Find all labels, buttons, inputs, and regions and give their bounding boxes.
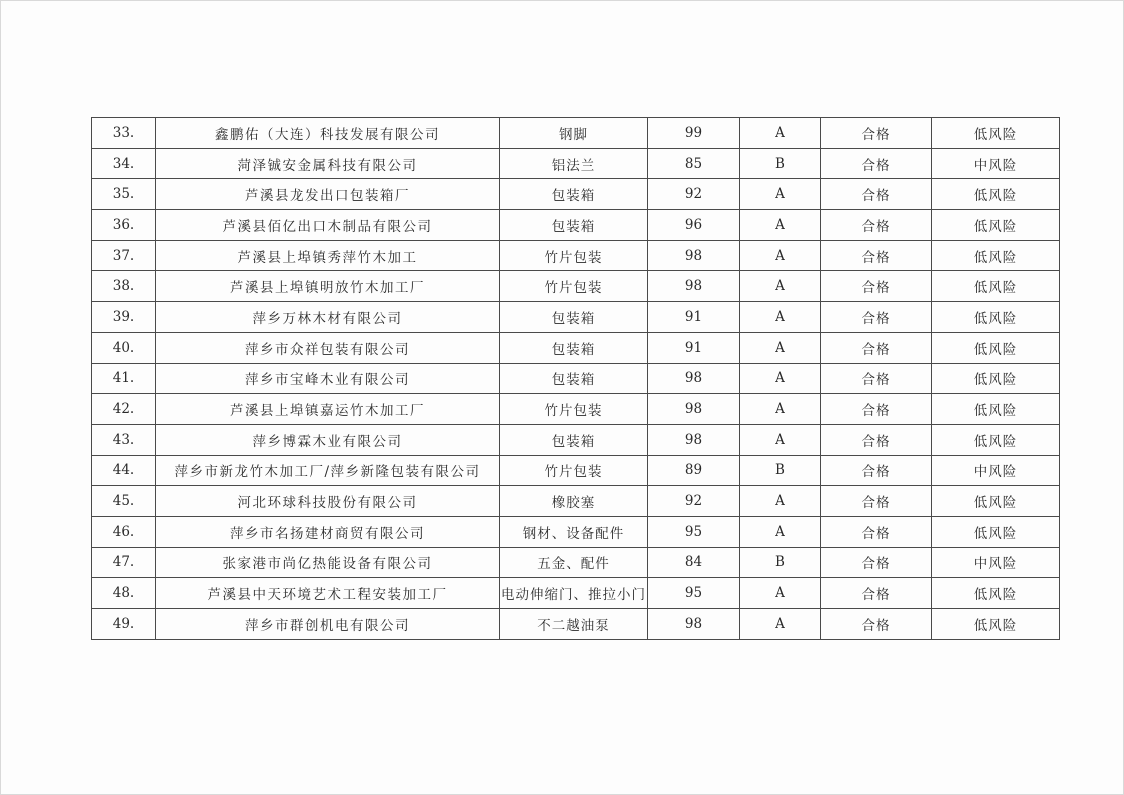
row-number-cell: 46. [92, 516, 156, 547]
company-name-cell: 芦溪县上埠镇嘉运竹木加工厂 [156, 394, 500, 425]
table-row [92, 578, 1060, 609]
enterprise-rating-table [91, 117, 1060, 640]
table-row [92, 118, 1060, 149]
score-cell: 91 [648, 302, 740, 333]
risk-level-cell: 低风险 [932, 486, 1060, 517]
score-cell: 85 [648, 148, 740, 179]
risk-level-cell: 低风险 [932, 210, 1060, 241]
product-name-cell: 橡胶塞 [500, 486, 648, 517]
inspection-result-cell: 合格 [821, 302, 932, 333]
row-number-cell: 48. [92, 578, 156, 609]
table-row [92, 547, 1060, 578]
risk-level-cell: 低风险 [932, 424, 1060, 455]
risk-level-cell: 低风险 [932, 363, 1060, 394]
score-cell: 96 [648, 210, 740, 241]
risk-level-cell: 低风险 [932, 516, 1060, 547]
inspection-result-cell: 合格 [821, 179, 932, 210]
score-cell: 98 [648, 240, 740, 271]
inspection-result-cell: 合格 [821, 363, 932, 394]
risk-level-cell: 低风险 [932, 118, 1060, 149]
table-row [92, 210, 1060, 241]
inspection-result-cell: 合格 [821, 240, 932, 271]
row-number-cell: 49. [92, 609, 156, 640]
product-name-cell: 包装箱 [500, 332, 648, 363]
table-row [92, 609, 1060, 640]
grade-cell: A [740, 210, 821, 241]
row-number-cell: 40. [92, 332, 156, 363]
product-name-cell: 铝法兰 [500, 148, 648, 179]
company-name-cell: 萍乡市名扬建材商贸有限公司 [156, 516, 500, 547]
row-number-cell: 41. [92, 363, 156, 394]
row-number-cell: 39. [92, 302, 156, 333]
grade-cell: B [740, 455, 821, 486]
product-name-cell: 钢脚 [500, 118, 648, 149]
row-number-cell: 45. [92, 486, 156, 517]
company-name-cell: 河北环球科技股份有限公司 [156, 486, 500, 517]
inspection-result-cell: 合格 [821, 424, 932, 455]
row-number-cell: 38. [92, 271, 156, 302]
company-name-cell: 芦溪县龙发出口包装箱厂 [156, 179, 500, 210]
risk-level-cell: 低风险 [932, 302, 1060, 333]
grade-cell: A [740, 271, 821, 302]
score-cell: 95 [648, 516, 740, 547]
product-name-cell: 竹片包装 [500, 271, 648, 302]
row-number-cell: 43. [92, 424, 156, 455]
table-row [92, 148, 1060, 179]
score-cell: 92 [648, 486, 740, 517]
grade-cell: A [740, 486, 821, 517]
company-name-cell: 萍乡市众祥包装有限公司 [156, 332, 500, 363]
row-number-cell: 33. [92, 118, 156, 149]
table-row [92, 271, 1060, 302]
inspection-result-cell: 合格 [821, 271, 932, 302]
product-name-cell: 竹片包装 [500, 240, 648, 271]
company-name-cell: 菏泽铖安金属科技有限公司 [156, 148, 500, 179]
score-cell: 84 [648, 547, 740, 578]
table-row [92, 240, 1060, 271]
inspection-result-cell: 合格 [821, 118, 932, 149]
score-cell: 98 [648, 424, 740, 455]
grade-cell: B [740, 148, 821, 179]
company-name-cell: 萍乡市新龙竹木加工厂/萍乡新隆包装有限公司 [156, 455, 500, 486]
company-name-cell: 鑫鹏佑（大连）科技发展有限公司 [156, 118, 500, 149]
grade-cell: B [740, 547, 821, 578]
risk-level-cell: 低风险 [932, 609, 1060, 640]
grade-cell: A [740, 516, 821, 547]
company-name-cell: 萍乡市宝峰木业有限公司 [156, 363, 500, 394]
score-cell: 89 [648, 455, 740, 486]
grade-cell: A [740, 424, 821, 455]
row-number-cell: 34. [92, 148, 156, 179]
risk-level-cell: 低风险 [932, 240, 1060, 271]
score-cell: 98 [648, 609, 740, 640]
score-cell: 91 [648, 332, 740, 363]
inspection-result-cell: 合格 [821, 486, 932, 517]
table-row [92, 363, 1060, 394]
product-name-cell: 包装箱 [500, 210, 648, 241]
inspection-result-cell: 合格 [821, 148, 932, 179]
inspection-result-cell: 合格 [821, 332, 932, 363]
risk-level-cell: 中风险 [932, 455, 1060, 486]
risk-level-cell: 低风险 [932, 179, 1060, 210]
table-row [92, 394, 1060, 425]
table-row [92, 424, 1060, 455]
inspection-result-cell: 合格 [821, 394, 932, 425]
product-name-cell: 竹片包装 [500, 394, 648, 425]
product-name-cell: 不二越油泵 [500, 609, 648, 640]
company-name-cell: 张家港市尚亿热能设备有限公司 [156, 547, 500, 578]
grade-cell: A [740, 179, 821, 210]
inspection-result-cell: 合格 [821, 609, 932, 640]
row-number-cell: 36. [92, 210, 156, 241]
risk-level-cell: 低风险 [932, 271, 1060, 302]
grade-cell: A [740, 118, 821, 149]
table-row [92, 516, 1060, 547]
product-name-cell: 包装箱 [500, 424, 648, 455]
table-body [92, 118, 1060, 640]
product-name-cell: 包装箱 [500, 302, 648, 333]
inspection-result-cell: 合格 [821, 455, 932, 486]
inspection-result-cell: 合格 [821, 210, 932, 241]
grade-cell: A [740, 578, 821, 609]
risk-level-cell: 中风险 [932, 547, 1060, 578]
grade-cell: A [740, 609, 821, 640]
table-row [92, 455, 1060, 486]
product-name-cell: 钢材、设备配件 [500, 516, 648, 547]
score-cell: 98 [648, 363, 740, 394]
product-name-cell: 五金、配件 [500, 547, 648, 578]
row-number-cell: 47. [92, 547, 156, 578]
row-number-cell: 35. [92, 179, 156, 210]
table-row [92, 179, 1060, 210]
company-name-cell: 芦溪县佰亿出口木制品有限公司 [156, 210, 500, 241]
grade-cell: A [740, 363, 821, 394]
company-name-cell: 芦溪县上埠镇明放竹木加工厂 [156, 271, 500, 302]
score-cell: 98 [648, 271, 740, 302]
risk-level-cell: 低风险 [932, 332, 1060, 363]
product-name-cell: 电动伸缩门、推拉小门 [500, 578, 648, 609]
row-number-cell: 44. [92, 455, 156, 486]
grade-cell: A [740, 394, 821, 425]
product-name-cell: 包装箱 [500, 179, 648, 210]
score-cell: 92 [648, 179, 740, 210]
score-cell: 98 [648, 394, 740, 425]
grade-cell: A [740, 332, 821, 363]
company-name-cell: 萍乡市群创机电有限公司 [156, 609, 500, 640]
table-row [92, 302, 1060, 333]
product-name-cell: 包装箱 [500, 363, 648, 394]
inspection-result-cell: 合格 [821, 547, 932, 578]
score-cell: 99 [648, 118, 740, 149]
table-row [92, 486, 1060, 517]
risk-level-cell: 低风险 [932, 578, 1060, 609]
score-cell: 95 [648, 578, 740, 609]
table-row [92, 332, 1060, 363]
grade-cell: A [740, 302, 821, 333]
risk-level-cell: 低风险 [932, 394, 1060, 425]
grade-cell: A [740, 240, 821, 271]
risk-level-cell: 中风险 [932, 148, 1060, 179]
row-number-cell: 37. [92, 240, 156, 271]
product-name-cell: 竹片包装 [500, 455, 648, 486]
company-name-cell: 芦溪县上埠镇秀萍竹木加工 [156, 240, 500, 271]
company-name-cell: 芦溪县中天环境艺术工程安装加工厂 [156, 578, 500, 609]
inspection-result-cell: 合格 [821, 578, 932, 609]
company-name-cell: 萍乡万林木材有限公司 [156, 302, 500, 333]
row-number-cell: 42. [92, 394, 156, 425]
company-name-cell: 萍乡博霖木业有限公司 [156, 424, 500, 455]
inspection-result-cell: 合格 [821, 516, 932, 547]
